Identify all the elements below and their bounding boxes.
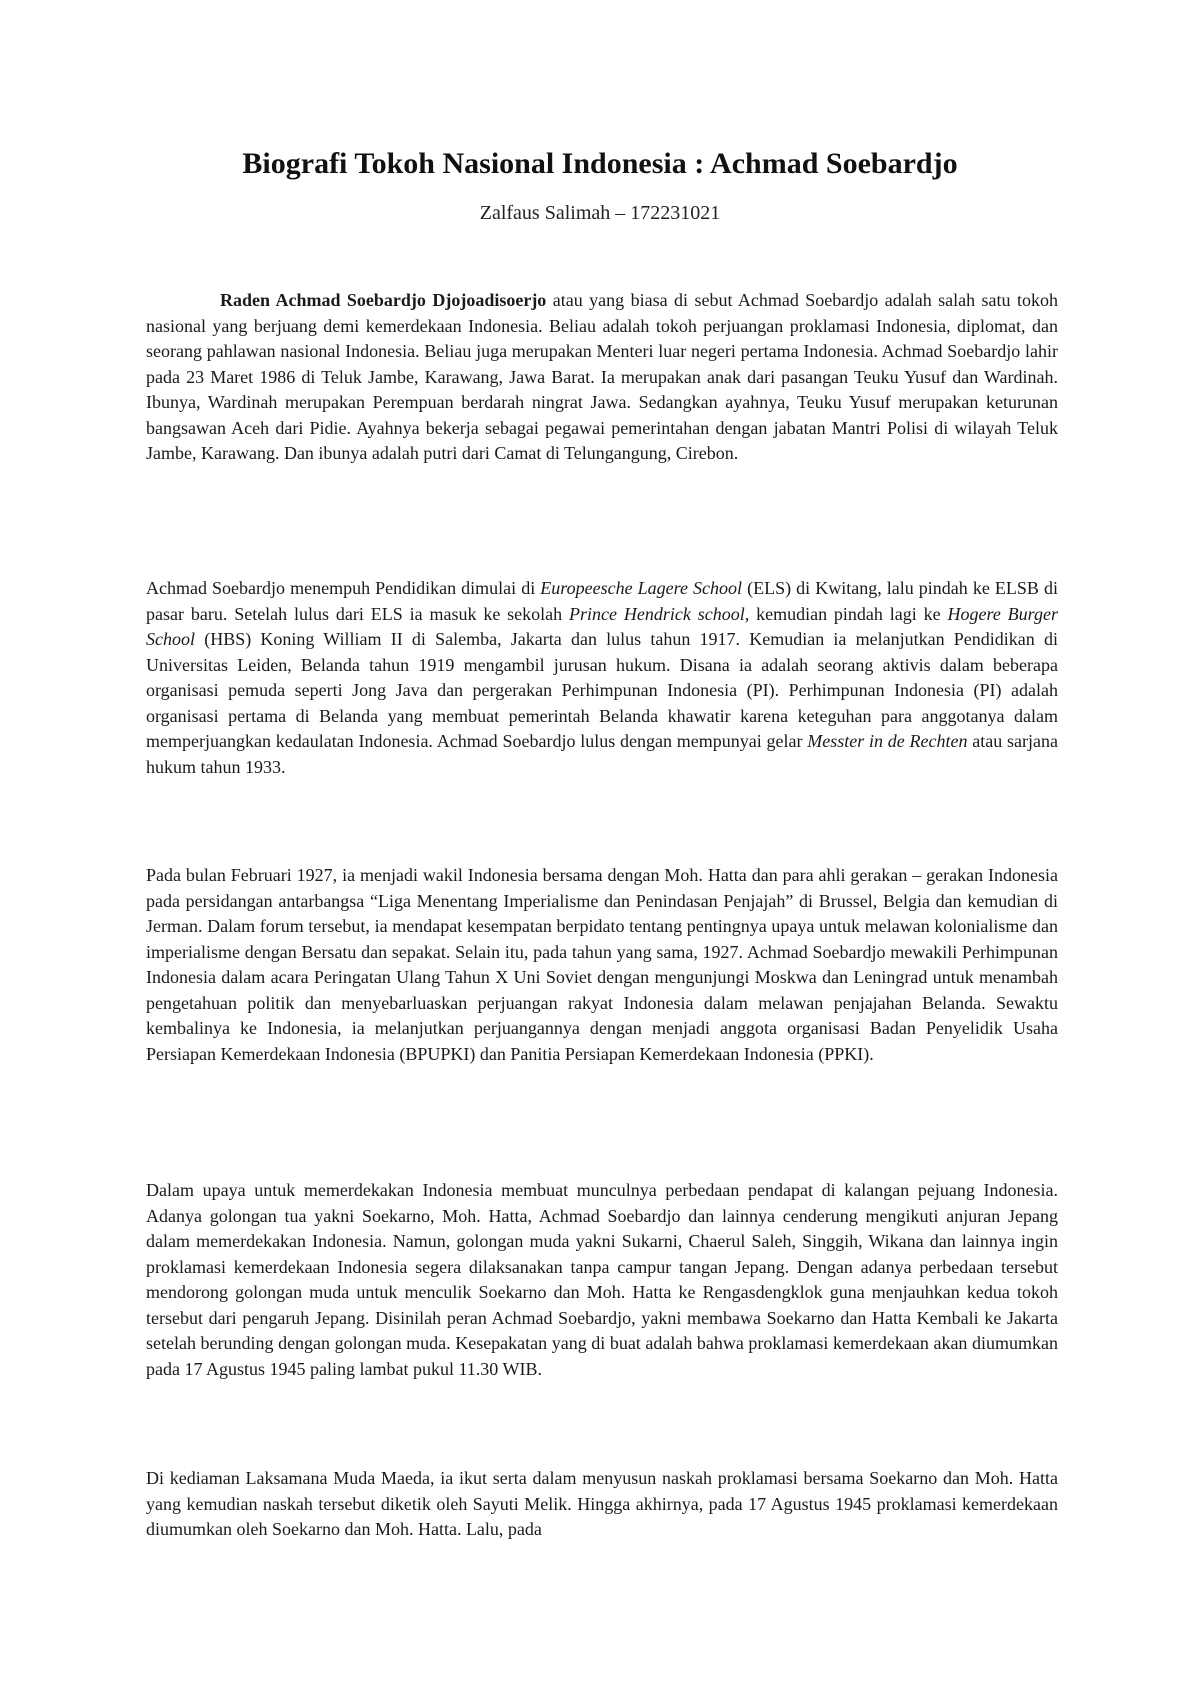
paragraph-2-text-b: (ELS) di Kwitang, lalu pindah ke ELSB di pasar baru. Setelah lulus dari ELS ia masuk ke sekolah: [146, 578, 1058, 624]
paragraph-2-text-c: kemudian pindah lagi ke: [749, 603, 948, 624]
paragraph-2: [146, 576, 1058, 780]
paragraph-2-text-d: (HBS) Koning William II di Salemba, Jakarta dan lulus tahun 1917. Kemudian ia melanjutkan Pendidikan di Universitas Leiden, Belanda tahun 1919 mengambil jurusan hukum. Disana ia adalah seorang aktivis dalam beberapa organisasi pemuda seperti Jong Java dan pergerakan Perhimpunan Indonesia (PI). Perhimpunan Indonesia (PI) adalah organisasi pertama di Belanda yang membuat pemerintah Belanda khawatir karena keteguhan para anggotanya dalam memperjuangkan kedaulatan Indonesia. Achmad Soebardjo lulus dengan mempunyai gelar: [146, 629, 1058, 751]
paragraph-5: Di kediaman Laksamana Muda Maeda, ia ikut serta dalam menyusun naskah proklamasi bersama Soekarno dan Moh. Hatta yang kemudian naskah tersebut diketik oleh Sayuti Melik. Hingga akhirnya, pada 17 Agustus 1945 proklamasi kemerdekaan diumumkan oleh Soekarno dan Moh. Hatta. Lalu, pada: [146, 1468, 1058, 1539]
paragraph-2-school-prince-hendrick: Prince Hendrick school,: [569, 603, 750, 624]
paragraph-1: [146, 288, 1058, 467]
document-title: Biografi Tokoh Nasional Indonesia : Achmad Soebardjo: [242, 147, 958, 180]
paragraph-2-degree-title: Messter in de Rechten: [807, 731, 968, 751]
paragraph-2-text-e: atau sarjana hukum tahun 1933.: [146, 731, 1058, 777]
paragraph-2-text-a: Achmad Soebardjo menempuh Pendidikan dimulai di: [146, 578, 541, 598]
paragraph-1-lead-name: Raden Achmad Soebardjo Djojoadisoerjo: [220, 290, 547, 310]
paragraph-2-school-els: Europeesche Lagere School: [540, 578, 743, 598]
paragraph-4: Dalam upaya untuk memerdekakan Indonesia membuat munculnya perbedaan pendapat di kalangan pejuang Indonesia. Adanya golongan tua yakni Soekarno, Moh. Hatta, Achmad Soebardjo dan lainnya cenderung mengikuti anjuran Jepang dalam memerdekakan Indonesia. Namun, golongan muda yakni Sukarni, Chaerul Saleh, Singgih, Wikana dan lainnya ingin proklamasi kemerdekaan Indonesia segera dilaksanakan tanpa campur tangan Jepang. Dengan adanya perbedaan tersebut mendorong golongan muda untuk menculik Soekarno dan Moh. Hatta ke Rengasdengklok guna menjauhkan kedua tokoh tersebut dari pengaruh Jepang. Disinilah peran Achmad Soebardjo, yakni membawa Soekarno dan Hatta Kembali ke Jakarta setelah berunding dengan golongan muda. Kesepakatan yang di buat adalah bahwa proklamasi kemerdekaan akan diumumkan pada 17 Agustus 1945 paling lambat pukul 11.30 WIB.: [146, 1180, 1058, 1379]
paragraph-3: Pada bulan Februari 1927, ia menjadi wakil Indonesia bersama dengan Moh. Hatta dan para ahli gerakan – gerakan Indonesia pada persidangan antarbangsa “Liga Menentang Imperialisme dan Penindasan Penjajah” di Brussel, Belgia dan kemudian di Jerman. Dalam forum tersebut, ia mendapat kesempatan berpidato tentang pentingnya upaya untuk melawan kolonialisme dan imperialisme dengan Bersatu dan sepakat. Selain itu, pada tahun yang sama, 1927. Achmad Soebardjo mewakili Perhimpunan Indonesia dalam acara Peringatan Ulang Tahun X Uni Soviet dengan mengunjungi Moskwa dan Leningrad untuk menambah pengetahuan politik dan menyebarluaskan perjuangan rakyat Indonesia dalam melawan penjajahan Belanda. Sewaktu kembalinya ke Indonesia, ia melanjutkan perjuangannya dengan menjadi anggota organisasi Badan Penyelidik Usaha Persiapan Kemerdekaan Indonesia (BPUPKI) dan Panitia Persiapan Kemerdekaan Indonesia (PPKI).: [146, 865, 1058, 1064]
paragraph-1-text: atau yang biasa di sebut Achmad Soebardjo adalah salah satu tokoh nasional yang berjuang demi kemerdekaan Indonesia. Beliau adalah tokoh perjuangan proklamasi Indonesia, diplomat, dan seorang pahlawan nasional Indonesia. Beliau juga merupakan Menteri luar negeri pertama Indonesia. Achmad Soebardjo lahir pada 23 Maret 1986 di Teluk Jambe, Karawang, Jawa Barat. Ia merupakan anak dari pasangan Teuku Yusuf dan Wardinah. Ibunya, Wardinah merupakan Perempuan berdarah ningrat Jawa. Sedangkan ayahnya, Teuku Yusuf merupakan keturunan bangsawan Aceh dari Pidie. Ayahnya bekerja sebagai pegawai pemerintahan dengan jabatan Mantri Polisi di wilayah Teluk Jambe, Karawang. Dan ibunya adalah putri dari Camat di Telungangung, Cirebon.: [146, 290, 1058, 463]
paragraph-2-school-hbs: Hogere Burger School: [146, 603, 1059, 649]
author-line: Zalfaus Salimah – 172231021: [479, 202, 721, 224]
